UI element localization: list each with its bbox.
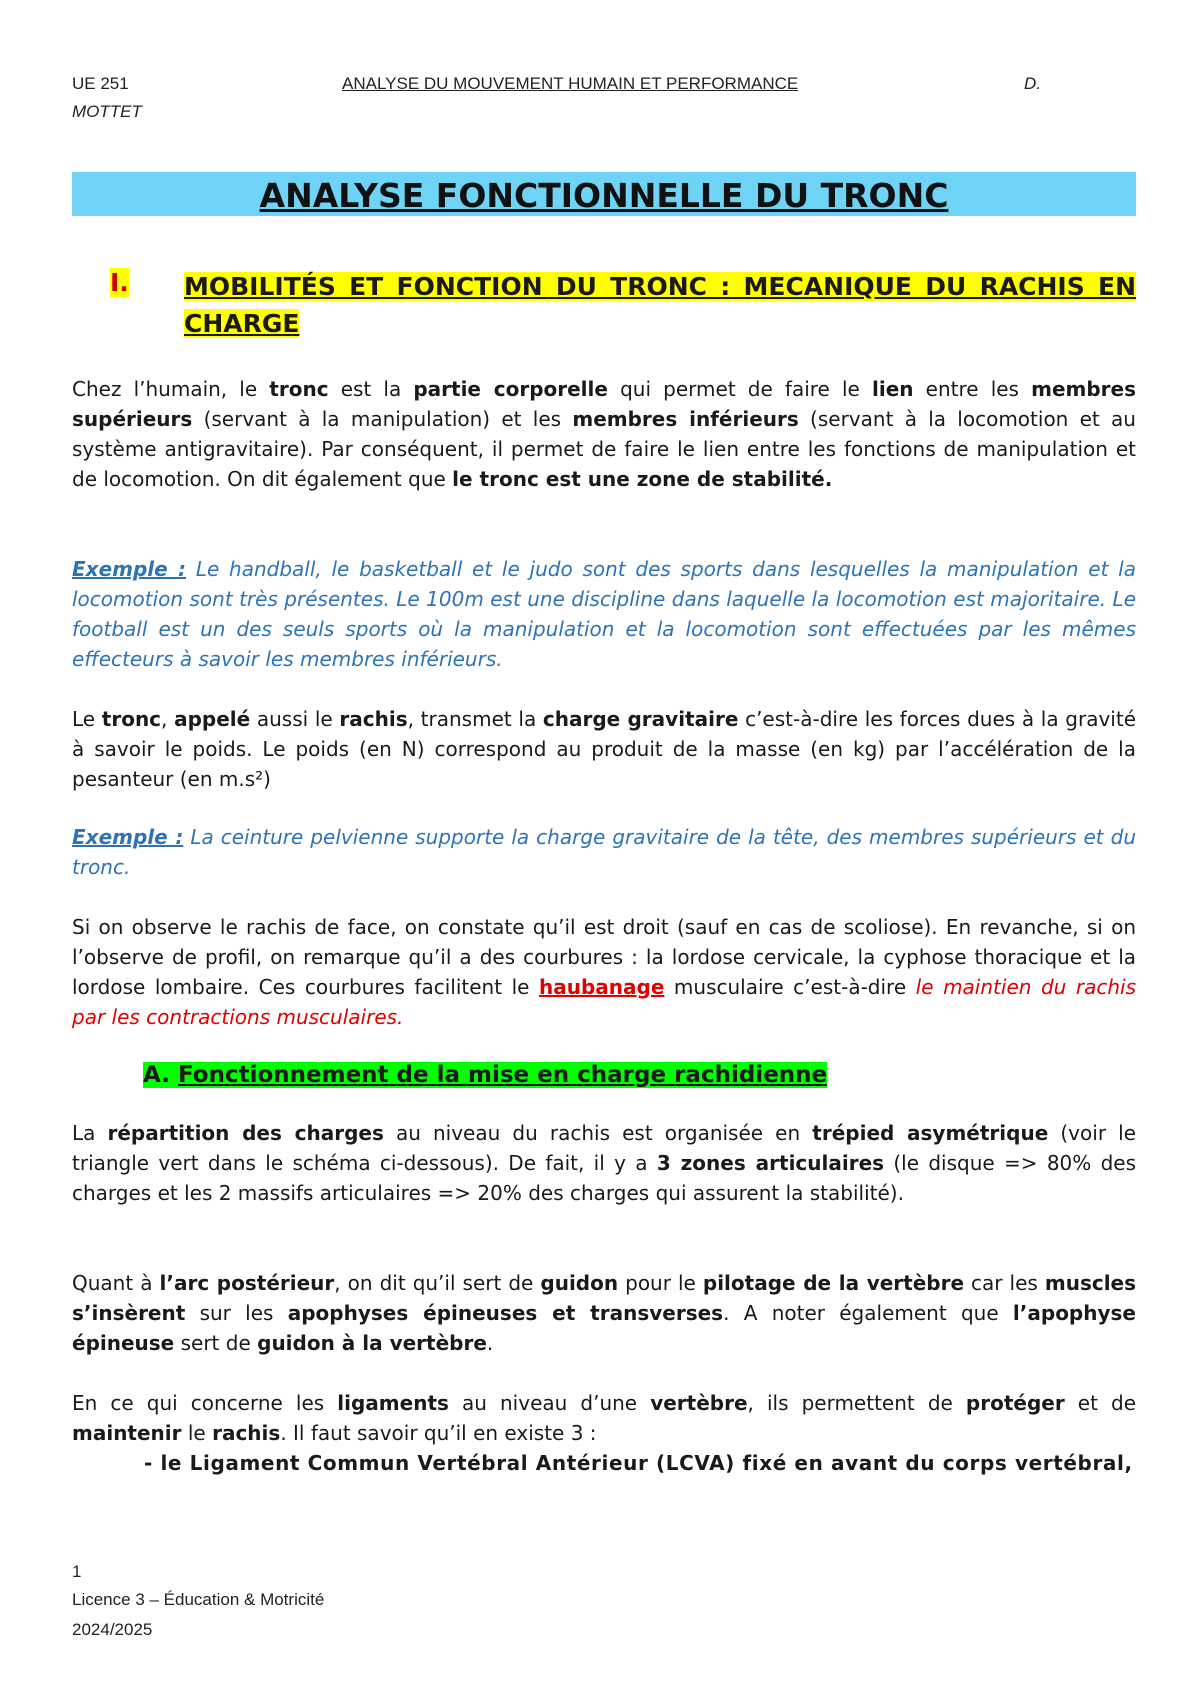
page-title: ANALYSE FONCTIONNELLE DU TRONC [259,176,949,215]
example-label: Exemple : [72,557,187,581]
example-paragraph-1: Exemple : Le handball, le basketball et le judo sont des sports dans lesquelles la manipulation et la locomotion sont très présentes. Le 100m est une discipline dans laquelle la locomotion est majoritaire. Le football est un des seuls sports où la manipulation et la locomotion sont effectuées par les mêmes effecteurs à savoir les membres inférieurs. [72,557,1136,671]
list-item-lcva: - le Ligament Commun Vertébral Antérieur (LCVA) fixé en avant du corps vertébral, [144,1451,1133,1475]
section-heading-a: A. Fonctionnement de la mise en charge rachidienne [143,1062,828,1088]
section-number: I. [110,268,129,297]
header-author-initial: D. [1024,74,1041,93]
example-paragraph-2: Exemple : La ceinture pelvienne supporte la charge gravitaire de la tête, des membres supérieurs et du tronc. [72,825,1136,879]
header-author-name: MOTTET [72,102,142,121]
footer-course: Licence 3 – Éducation & Motricité [72,1590,325,1609]
header-course-title: ANALYSE DU MOUVEMENT HUMAIN ET PERFORMANCE [342,74,799,93]
example-label: Exemple : [72,825,184,849]
section-title: MOBILITÉS ET FONCTION DU TRONC : MECANIQUE DU RACHIS EN CHARGE [184,272,1136,338]
paragraph-courbures: Si on observe le rachis de face, on constate qu’il est droit (sauf en cas de scoliose). En revanche, si on l’observe de profil, on remarque qu’il a des courbures : la lordose cervicale, la cyphose thoracique et la lordose lombaire. Ces courbures facilitent le haubanage musculaire c’est-à-dire le maintien du rachis par les contractions musculaires. [72,915,1137,1029]
paragraph-charge-gravitaire: Le tronc, appelé aussi le rachis, transmet la charge gravitaire c’est-à-dire les forces dues à la gravité à savoir le poids. Le poids (en N) correspond au produit de la masse (en kg) par l’accélération de la pesanteur (en m.s²) [72,707,1137,791]
footer-page-number: 1 [72,1562,82,1581]
header-course-code: UE 251 [72,74,129,93]
footer-year: 2024/2025 [72,1620,153,1639]
paragraph-ligaments: En ce qui concerne les ligaments au niveau d’une vertèbre, ils permettent de protéger et de maintenir le rachis. Il faut savoir qu’il en existe 3 : [72,1391,1137,1445]
paragraph-repartition: La répartition des charges au niveau du rachis est organisée en trépied asymétrique (voir le triangle vert dans le schéma ci-dessous). De fait, il y a 3 zones articulaires (le disque => 80% des charges et les 2 massifs articulaires => 20% des charges qui assurent la stabilité). [72,1121,1137,1205]
paragraph-arc-posterieur: Quant à l’arc postérieur, on dit qu’il sert de guidon pour le pilotage de la vertèbre car les muscles s’insèrent sur les apophyses épineuses et transverses. A noter également que l’apophyse épineuse sert de guidon à la vertèbre. [72,1271,1137,1355]
term-haubanage: haubanage [538,975,665,999]
paragraph-intro: Chez l’humain, le tronc est la partie corporelle qui permet de faire le lien entre les membres supérieurs (servant à la manipulation) et les membres inférieurs (servant à la locomotion et au système antigravitaire). Par conséquent, il permet de faire le lien entre les fonctions de manipulation et de locomotion. On dit également que le tronc est une zone de stabilité. [72,377,1137,491]
